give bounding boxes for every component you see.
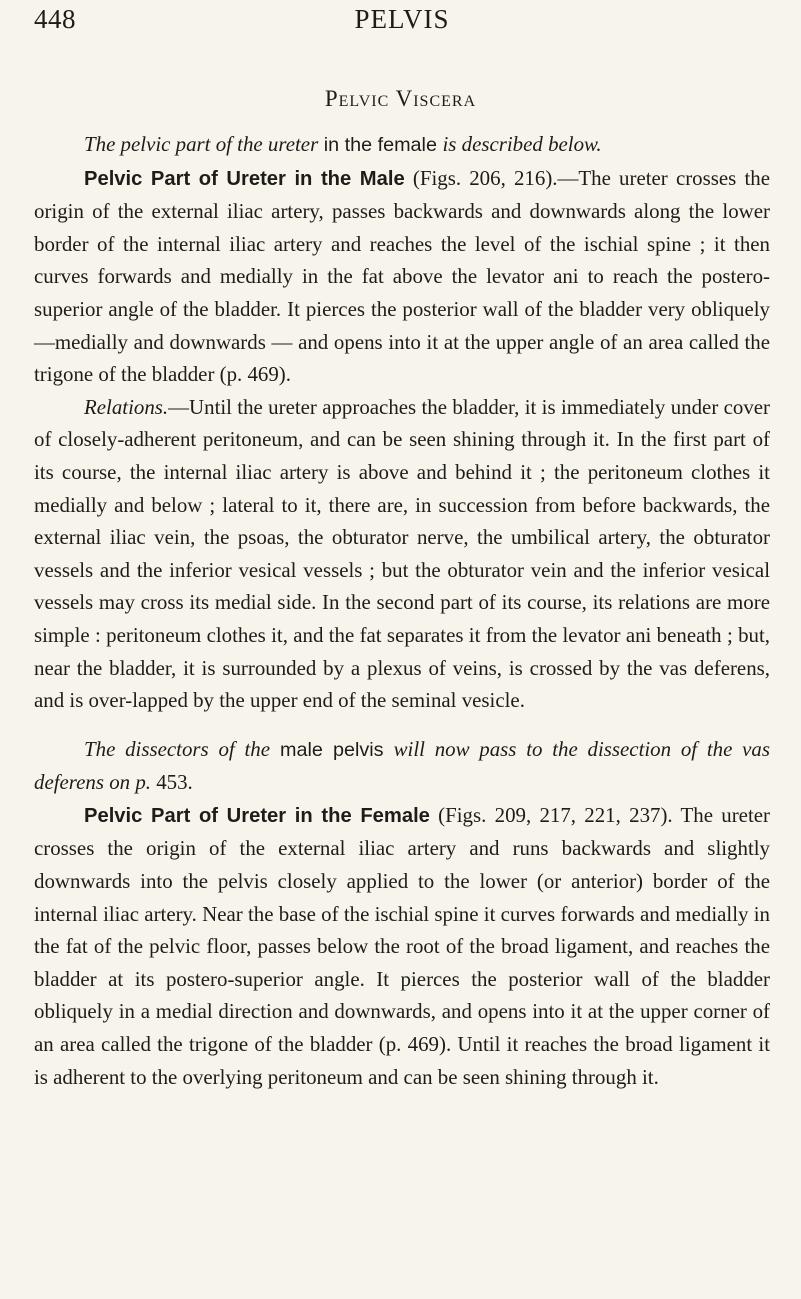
body-text [34, 128, 770, 1093]
paragraph-ureter-female [34, 799, 770, 1093]
inline-text: male pelvis [269, 738, 394, 761]
italic-text: is described below. [442, 132, 602, 156]
page-number: 448 [34, 4, 76, 34]
paragraph-dissectors-note [34, 733, 770, 799]
italic-text: will now pass to the dissection of the vas deferens on p. [34, 736, 771, 795]
italic-text: The pelvic part of the ureter [84, 132, 319, 156]
paragraph-relations [34, 391, 770, 717]
paragraph-text: (Figs. 209, 217, 221, 237). The ureter crosses the origin of the external iliac artery and runs backwards and slightly downwards into the pelvis closely applied to the lower (or anterior) border of the internal iliac artery. Near the base of the ischial spine it curves forwards and medially in the fat of the pelvic floor, passes below the root of the broad ligament, and reaches the bladder at its postero-superior angle. It pierces the posterior wall of the bladder obliquely in a medial direction and downwards, and opens into it at the upper corner of an area called the trigone of the bladder (p. 469). Until it reaches the broad ligament it is adherent to the overlying peritoneum and can be seen shining through it. [34, 802, 770, 1089]
paragraph-ureter-male [34, 162, 770, 391]
paragraph-text: —Until the ureter approaches the bladder, it is immediately under cover of closely-adherent peritoneum, and can be seen shining through it. In the first part of its course, the internal iliac artery is above and behind it ; the peritoneum clothes it medially and below ; lateral to it, there are, in succession from before backwards, the external iliac vein, the psoas, the obturator nerve, the umbilical artery, the obturator vessels and the inferior vesical vessels ; but the obturator vein and the inferior vesical vessels may cross its medial side. In the second part of its course, its relations are more simple : peritoneum clothes it, and the fat separates it from the levator ani beneath ; but, near the bladder, it is surrounded by a plexus of veins, is crossed by the vas deferens, and is over-lapped by the upper end of the seminal vesicle. [34, 394, 770, 713]
running-title: PELVIS [354, 4, 450, 34]
paragraph-text: (Figs. 206, 216).—The ureter crosses the origin of the external iliac artery, passes backwards and downwards along the lower border of the internal iliac artery and reaches the level of the ischial spine ; it then curves forwards and medially in the fat above the levator ani to reach the postero-superior angle of the bladder. It pierces the posterior wall of the bladder very obliquely—medially and downwards — and opens into it at the upper angle of an area called the trigone of the bladder (p. 469). [34, 165, 770, 387]
inline-text: in the female [318, 134, 443, 156]
paragraph-heading: Pelvic Part of Ureter in the Male [84, 167, 405, 190]
paragraph-lead: Relations. [84, 394, 169, 419]
section-title: Pelvic Viscera [324, 86, 477, 111]
italic-text: The dissectors of the [84, 736, 270, 761]
paragraph-heading: Pelvic Part of Ureter in the Female [84, 804, 430, 827]
running-head [34, 4, 770, 44]
page-reference: 453. [151, 770, 193, 795]
paragraph-female-note [34, 128, 770, 162]
